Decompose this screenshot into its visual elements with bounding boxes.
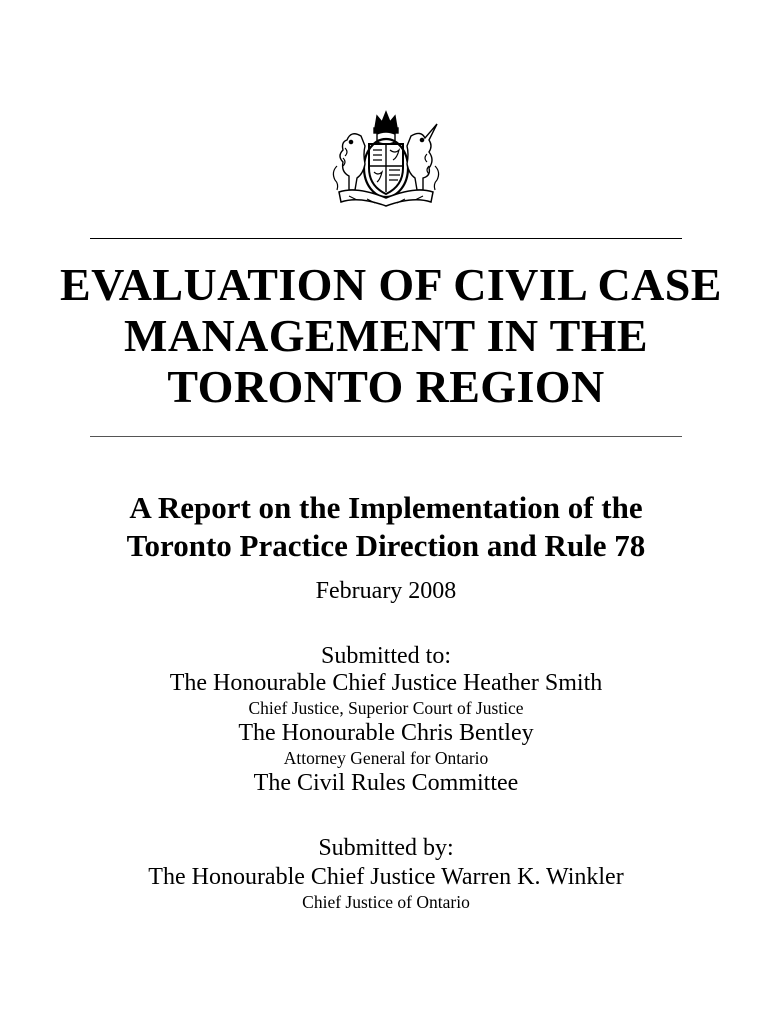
submitted-to-heading: Submitted to: <box>320 643 451 669</box>
recipient-2-name: The Honourable Chris Bentley <box>238 720 534 746</box>
recipient-1-role: Chief Justice, Superior Court of Justice <box>248 698 524 718</box>
subtitle-line-1: A Report on the Implementation of the <box>129 490 643 525</box>
royal-coat-of-arms-icon <box>327 106 445 210</box>
author-name: The Honourable Chief Justice Warren K. Winkler <box>148 864 624 890</box>
submitted-by-heading: Submitted by: <box>318 835 454 861</box>
title-line-3: TORONTO REGION <box>167 361 605 412</box>
recipient-2-role: Attorney General for Ontario <box>283 748 489 768</box>
report-date: February 2008 <box>315 578 457 604</box>
document-title <box>60 259 722 412</box>
title-line-1: EVALUATION OF CIVIL CASE <box>60 259 722 310</box>
author-role: Chief Justice of Ontario <box>302 892 470 912</box>
recipient-1-name: The Honourable Chief Justice Heather Smith <box>169 670 603 696</box>
bottom-divider <box>90 436 682 437</box>
report-subtitle <box>60 489 712 565</box>
subtitle-line-2: Toronto Practice Direction and Rule 78 <box>126 528 646 563</box>
recipient-3-name: The Civil Rules Committee <box>253 770 519 796</box>
title-line-2: MANAGEMENT IN THE <box>124 310 648 361</box>
top-divider <box>90 238 682 239</box>
